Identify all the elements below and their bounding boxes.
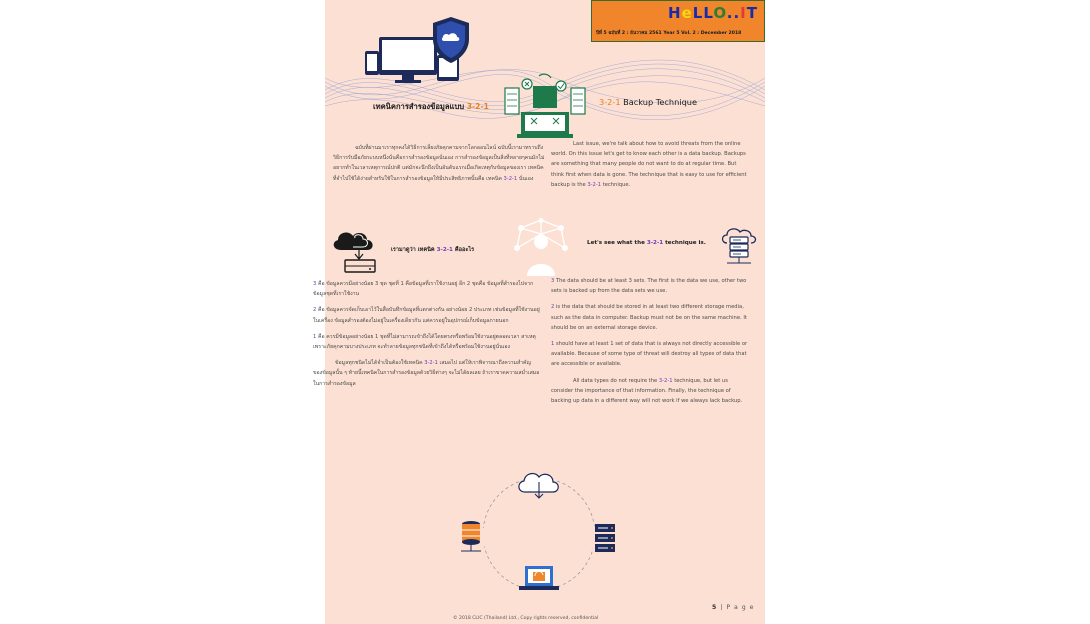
thai-point-1 bbox=[313, 332, 540, 352]
database-icon bbox=[455, 521, 487, 554]
english-subheading-accent: 3-2-1 bbox=[646, 240, 664, 246]
copyright-notice: © 2018 CLIC (Thailand) Ltd., Copy rights reserved, confidential bbox=[453, 616, 599, 621]
english-point-1-text: should have at least 1 set of data that is always not directly accessible or available. Because of some type of threat will destroy all types of data that are accessible or available. bbox=[551, 341, 748, 368]
devices-shield-icon bbox=[365, 15, 475, 87]
logo-letter: O bbox=[713, 4, 727, 22]
cloud-server-icon bbox=[721, 227, 757, 265]
masthead bbox=[591, 0, 765, 42]
thai-subheading bbox=[391, 246, 474, 254]
english-intro-end: technique. bbox=[602, 181, 631, 188]
logo-letter: I bbox=[740, 4, 747, 22]
thai-subheading-text: เรามาดูว่า เทคนิค bbox=[391, 247, 435, 253]
logo-letter: L bbox=[692, 4, 704, 22]
logo-letter: e bbox=[681, 4, 693, 22]
english-intro bbox=[551, 139, 751, 196]
english-subheading-text: Let's see what the bbox=[587, 240, 645, 246]
thai-intro-accent: 3-2-1 bbox=[503, 175, 518, 182]
english-conclusion-end: technique, but let us consider the importance of that information. Finally, the technique of backing up data in a different way will not work if we always lack backup. bbox=[551, 377, 743, 405]
english-point-3-text: The data should be at least 3 sets. The first is the data we use, other two sets is backed up from the data sets we use. bbox=[551, 278, 747, 295]
english-point-2-text: is the data that should be stored in at least two different storage media, such as the data in computer. Backup must not be on the same machine. It should be on an external storage device. bbox=[551, 304, 747, 331]
english-subheading bbox=[587, 240, 706, 246]
thai-intro-paragraph bbox=[333, 143, 546, 184]
backup-cycle-illustration bbox=[453, 468, 627, 600]
thai-title-accent: 3-2-1 bbox=[466, 102, 489, 111]
english-explanation bbox=[551, 276, 751, 412]
thai-point-3 bbox=[313, 279, 540, 299]
page-number bbox=[712, 604, 755, 611]
logo-letter: L bbox=[703, 4, 714, 22]
thai-point-2 bbox=[313, 305, 540, 325]
network-user-icon bbox=[511, 218, 571, 278]
thai-point-2-number: 2 bbox=[313, 307, 317, 314]
thai-point-1-text: คือ ควรมีข้อมูลอย่างน้อย 1 ชุดที่ไม่สามารถเข้าถึงได้โดยตรงหรือพร้อมใช้งานอยู่ตลอดเวลา สาเหตุเพราะภัยคุกคามบางประเภท จะทำลายข้อมูลทุกชนิดที่เข้าถึงได้หรือพร้อมใช้งานอยู่นั่นเอง bbox=[313, 333, 536, 351]
thai-conclusion-text: ข้อมูลทุกชนิดไม่ได้จำเป็นต้องใช้เทคนิค bbox=[335, 360, 423, 367]
english-point-2 bbox=[551, 302, 751, 333]
english-conclusion bbox=[551, 376, 751, 407]
english-point-3-number: 3 bbox=[551, 278, 555, 284]
english-point-1 bbox=[551, 339, 751, 370]
thai-subheading-end: คืออะไร bbox=[454, 247, 475, 253]
server-rack-icon bbox=[589, 522, 621, 554]
thai-conclusion-end: เสมอไป แต่ให้เราพิจารณาถึงความสำคัญของข้อมูลนั้น ๆ ท้ายนี้เทคนิคในการสำรองข้อมูลด้วยวิธีต่างๆ จะไม่ได้ผลเลย ถ้าเราขาดความสม่ำเสมอในการสำรองข้อมูล bbox=[313, 360, 540, 387]
logo-letter: T bbox=[746, 4, 758, 22]
laptop-sync-icon bbox=[519, 562, 559, 598]
thai-point-3-text: คือ ข้อมูลควรมีอย่างน้อย 3 ชุด ชุดที่ 1 คือข้อมูลที่เราใช้งานอยู่ อีก 2 ชุดคือ ข้อมูลที่สำรองไปจากข้อมูลชุดที่เราใช้งาน bbox=[313, 281, 534, 298]
english-conclusion-accent: 3-2-1 bbox=[658, 377, 673, 384]
thai-intro bbox=[333, 143, 546, 190]
english-point-2-number: 2 bbox=[551, 304, 555, 311]
english-title-text: Backup Technique bbox=[623, 97, 697, 107]
cloud-drive-icon bbox=[329, 228, 381, 274]
thai-subheading-accent: 3-2-1 bbox=[436, 247, 453, 253]
thai-point-3-number: 3 bbox=[313, 281, 317, 287]
english-intro-accent: 3-2-1 bbox=[587, 181, 602, 188]
english-conclusion-text: All data types do not require the bbox=[573, 377, 658, 384]
hello-it-logo bbox=[668, 4, 758, 22]
thai-explanation bbox=[313, 279, 540, 395]
thai-title-text: เทคนิคการสำรองข้อมูลแบบ bbox=[373, 102, 465, 111]
issue-info: ปีที่ 5 ฉบับที่ 2 : ธันวาคม 2561 Year 5 Vol. 2 : December 2018 bbox=[596, 31, 742, 36]
newsletter-page bbox=[313, 0, 765, 624]
thai-point-2-text: คือ ข้อมูลควรจัดเก็บเอาไว้ในสื่อบันทึกข้อมูลที่แตกต่างกัน อย่างน้อย 2 ประเภท เช่นข้อมูลที่ใช้งานอยู่ในเครื่อง ข้อมูลสำรองต้องไม่อยู่ในเครื่องเดียวกัน แต่ควรอยู่ในอุปกรณ์เก็บข้อมูลภายนอก bbox=[313, 307, 540, 324]
logo-letter: .. bbox=[726, 4, 741, 22]
english-subheading-end: technique is. bbox=[665, 240, 706, 246]
page-label: | P a g e bbox=[720, 604, 755, 611]
backup-server-icon bbox=[505, 72, 585, 140]
thai-point-1-number: 1 bbox=[313, 333, 317, 340]
thai-conclusion bbox=[313, 358, 540, 389]
english-title bbox=[599, 97, 697, 107]
english-point-1-number: 1 bbox=[551, 341, 555, 348]
english-intro-text: Last issue, we're talk about how to avoid threats from the online world. On this issue let's get to know each other is a data backup. Backups are something that many people do not want to do at regular time. But think first when data is gone. The technique that is easy to use for efficient backup is the bbox=[551, 141, 747, 188]
english-point-3 bbox=[551, 276, 751, 296]
english-intro-paragraph bbox=[551, 139, 751, 190]
logo-letter: H bbox=[668, 4, 682, 22]
thai-intro-text: ฉบับที่ผ่านมาเราทุกคงได้วิธีการเลี่ยงภัยคุกคามจากโลกออนไลน์ ฉบับนี้เรามาทราบถึงวิธีการรับมือภัยระบบหนึ่งนั่นคือการสำรองข้อมูลนั่นเอง การสำรองข้อมูลเป็นสิ่งที่หลายๆคนมักไม่อยากทำในเวลาเหตุการณ์ปกติ แต่มักจะนึกถึงเป็นอันดับแรกเมื่อเกิดเหตุกับข้อมูลของเรา เทคนิคที่จำไปใช้ได้ง่ายสำหรับใช้ในการสำรองข้อมูลให้มีประสิทธิภาพนั้นคือ เทคนิค bbox=[333, 145, 545, 182]
thai-intro-end: นั่นเอง bbox=[518, 175, 534, 182]
thai-conclusion-accent: 3-2-1 bbox=[424, 360, 438, 367]
english-title-accent: 3-2-1 bbox=[599, 97, 621, 107]
cloud-sync-icon bbox=[519, 468, 558, 504]
thai-title bbox=[373, 101, 489, 113]
page-number-value: 5 bbox=[712, 604, 718, 611]
